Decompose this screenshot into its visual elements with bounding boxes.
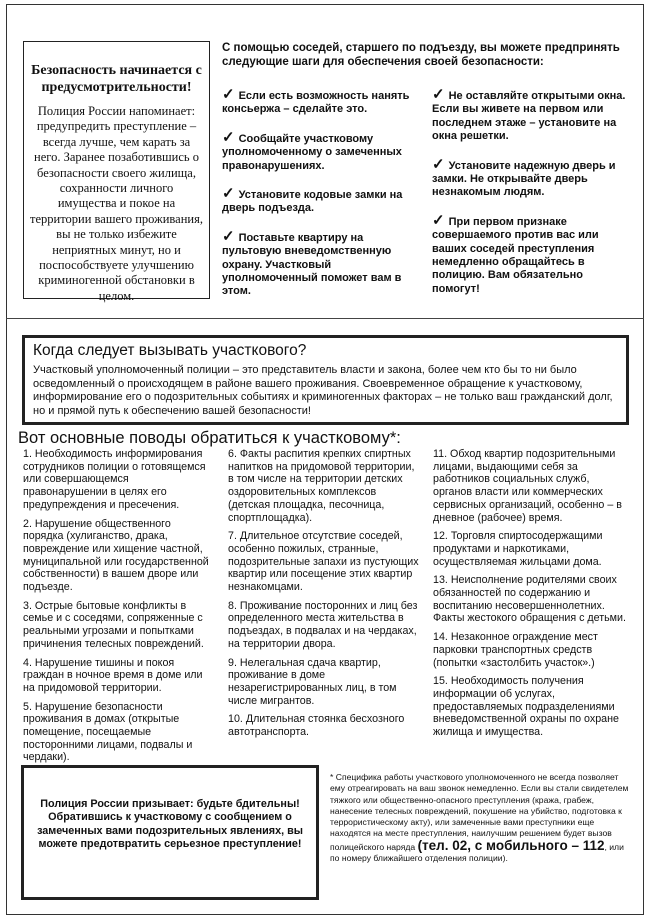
step-item xyxy=(432,211,632,296)
checkmark-icon: ✓ xyxy=(222,185,235,203)
step-item xyxy=(222,227,414,299)
reason-item: 2. Нарушение общественного порядка (хулиганство, драка, повреждение или хищение частной, муниципальной или государственной собственности) в вашем дворе или подъезде. xyxy=(23,517,209,594)
reason-item: 8. Проживание посторонних и лиц без определенного места жительства в подъездах, в подвалах и на чердаках, на территории двора. xyxy=(228,599,418,650)
step-text: Поставьте квартиру на пультовую вневедомственную охрану. Участковый уполномоченный поможет вам в этом. xyxy=(222,231,402,298)
reason-item: 5. Нарушение безопасности проживания в домах (открытые помещение, посещаемые посторонними лицами, подвалы и чердаки). xyxy=(23,700,193,764)
footnote-tail: , или по номеру ближайшего отделения полиции). xyxy=(330,841,624,864)
steps-column-right xyxy=(432,88,632,310)
step-text: Если есть возможность нанять консьержа – сделайте это. xyxy=(222,90,410,116)
checkmark-icon: ✓ xyxy=(222,86,235,103)
reasons-title: Вот основные поводы обратиться к участковому*: xyxy=(18,429,401,447)
reason-item: 4. Нарушение тишины и покоя граждан в ночное время в доме или на придомовой территории. xyxy=(23,656,203,694)
reason-item: 6. Факты распития крепких спиртных напитков на придомовой территории, в том числе на территории детских оздоровительных комплексов (детская площадка, песочница, спортплощадка). xyxy=(228,448,415,524)
section-divider xyxy=(6,318,644,319)
reasons-column-3 xyxy=(433,448,628,745)
checkmark-icon: ✓ xyxy=(222,227,235,245)
step-text: Установите кодовые замки на дверь подъезда. xyxy=(222,189,403,215)
intro-title: Безопасность начинается с предусмотрительности! xyxy=(31,63,202,95)
step-text: Сообщайте участковому уполномоченному о замеченных правонарушениях. xyxy=(222,132,402,172)
step-item xyxy=(432,155,632,200)
step-text: Не оставляйте открытыми окна. Если вы живете на первом или последнем этаже – установите на окна решетки. xyxy=(432,90,626,143)
reason-item: 3. Острые бытовые конфликты в семье и с соседями, сопряженные с реальными угрозами и попытками причинения телесных повреждений. xyxy=(23,599,204,650)
reason-item: 7. Длительное отсутствие соседей, особенно пожилых, странные, подозрительные запахи из пустующих квартир или посещение этих квартир незнакомцами. xyxy=(228,530,419,594)
footnote-phones: (тел. 02, с мобильного – 112 xyxy=(417,837,605,853)
checkmark-icon: ✓ xyxy=(432,211,445,229)
checkmark-icon: ✓ xyxy=(432,155,445,173)
step-item xyxy=(222,128,414,173)
steps-lead: С помощью соседей, старшего по подъезду, вы можете предпринять следующие шаги для обеспечения своей безопасности: xyxy=(222,42,620,68)
reason-item: 14. Незаконное ограждение мест парковки транспортных средств (попытки «застолбить участок».) xyxy=(433,631,598,669)
reason-item: 15. Необходимость получения информации об услугах, предоставляемых подразделениями вневедомственной охраны по охране жилища и имущества. xyxy=(433,675,619,739)
reason-item: 12. Торговля спиртосодержащими продуктами и наркотиками, осуществляемая жильцами дома. xyxy=(433,530,603,568)
call-text: Участковый уполномоченный полиции – это представитель власти и закона, более чем кто бы то ни было осведомленный о происходящем в районе вашего проживания. Своевременное обращение к участковому, информирование его о подозрительных событиях и криминогенных факторах – не только ваш гражданский долг, но и прямой путь к обеспечению вашей безопасности! xyxy=(33,364,613,417)
reasons-column-2 xyxy=(228,448,420,745)
checkmark-icon: ✓ xyxy=(222,128,235,146)
step-text: При первом признаке совершаемого против вас или ваших соседей преступления немедленно обращайтесь в полицию. Вам обязательно помогут! xyxy=(432,215,599,295)
checkmark-icon: ✓ xyxy=(432,86,445,103)
step-text: Установите надежную дверь и замки. Не открывайте дверь незнакомым людям. xyxy=(432,159,616,199)
step-item xyxy=(222,187,414,216)
intro-text: Полиция России напоминает: предупредить преступление – всегда лучше, чем карать за него. Заранее позаботившись о безопасности своего жилища, сохранности личного имущества и покое на территории вашего проживания, вы не только избежите неприятных минут, но и поспособствуете улучшению криминогенной обстановки в целом. xyxy=(30,104,203,303)
intro-box xyxy=(23,41,210,303)
step-item xyxy=(432,88,632,144)
call-box xyxy=(22,335,629,425)
appeal-text: Полиция России призывает: будьте бдительны! Обратившись к участковому с сообщением о замеченных вами подозрительных явлениях, вы можете предотвратить серьезное преступление! xyxy=(37,798,303,851)
reasons-column-1 xyxy=(23,448,213,770)
reason-item: 1. Необходимость информирования сотрудников полиции о готовящемся или совершающемся правонарушении в целях его предупреждения и пресечения. xyxy=(23,448,206,511)
step-item xyxy=(222,88,414,117)
appeal-box xyxy=(21,765,319,900)
footnote-text: * Специфика работы участкового уполномоченного не всегда позволяет ему отреагировать на ваш звонок немедленно. Если вы стали свидетелем тяжкого или общественно-опасного преступления (кража, грабеж, нанесение телесных повреждений, покушение на убийство, подготовка к террористическому акту), или замеченные вами преступники еще находятся на месте преступления, наилучшим решением будет вызов полицейского наряда xyxy=(330,772,629,852)
footnote xyxy=(330,772,630,864)
reason-item: 10. Длительная стоянка бесхозного автотранспорта. xyxy=(228,713,405,739)
reason-item: 13. Неисполнение родителями своих обязанностей по содержанию и воспитанию несовершеннолетних. Факты жестокого обращения с детьми. xyxy=(433,574,626,625)
reason-item: 11. Обход квартир подозрительными лицами, выдающими себя за работников социальных служб, органов власти или коммерческих сервисных организаций, особенно – в дневное (рабочее) время. xyxy=(433,448,622,524)
reason-item: 9. Нелегальная сдача квартир, проживание в доме незарегистрированных лиц, в том числе мигрантов. xyxy=(228,656,397,707)
steps-column-left xyxy=(222,88,414,313)
call-title: Когда следует вызывать участкового? xyxy=(33,342,307,359)
